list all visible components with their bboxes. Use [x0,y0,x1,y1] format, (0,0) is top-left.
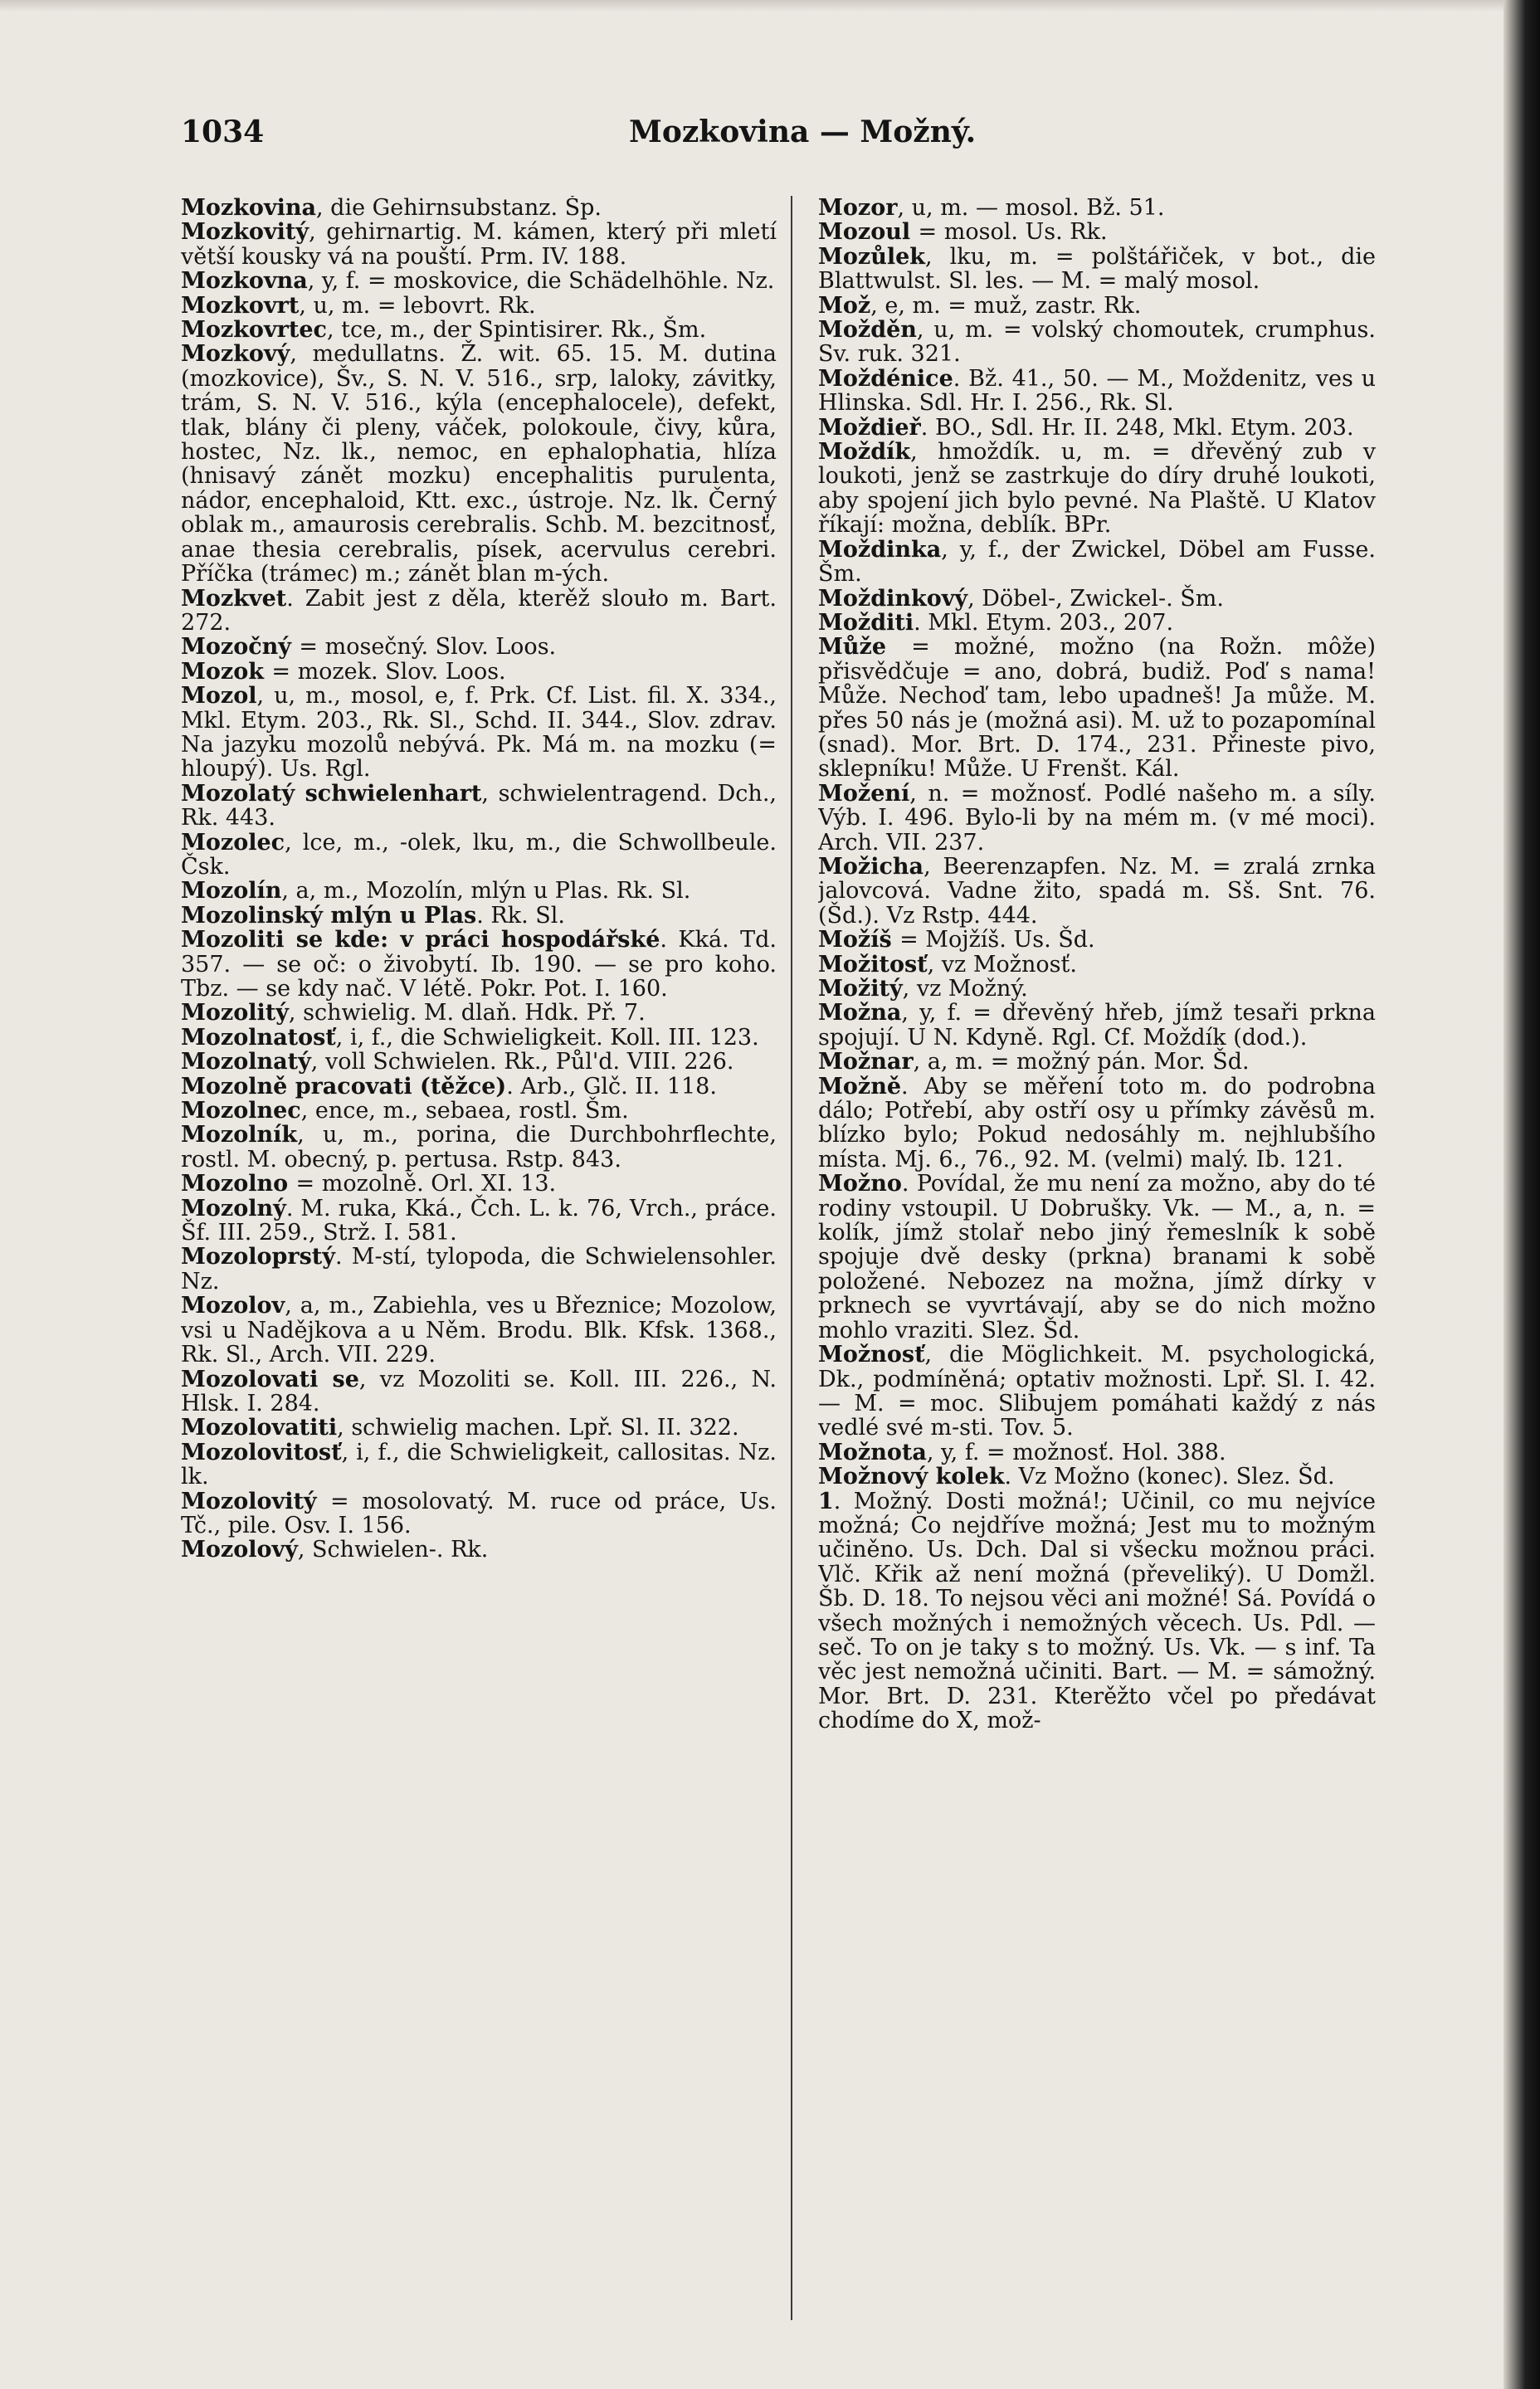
headword: Mozkovina [181,196,317,221]
dictionary-entry: Mozolín, a, m., Mozolín, mlýn u Plas. Rk. Sl. [181,878,691,904]
headword: Mozolov [181,1293,285,1319]
dictionary-entry: Mozolovitý = mosolovatý. M. ruce od práce, Us. Tč., pile. Osv. I. 156. [181,1488,777,1538]
dictionary-entry: Možna, y, f. = dřevěný hřeb, jímž tesaři prkna spojují. U N. Kdyně. Rgl. Cf. Moždík (dod.). [818,1000,1376,1051]
headword: Mozolnatý [181,1049,311,1075]
dictionary-entry: Možno. Povídal, že mu není za možno, aby do té rodiny vstoupil. U Dobrušky. Vk. — M., a, n. = kolík, jímž stolař nebo jiný řemeslník k sobě spojuje dvě desky (prkna) branami k sobě položené. Nebozez na možna, jímž dírky v prknech se vyvrtávají, aby se do nich možno mohlo vraziti. Slez. Šd. [818,1171,1376,1343]
dictionary-entry: Mozolník, u, m., porina, die Durchbohrflechte, rostl. M. obecný, p. pertusa. Rstp. 843. [181,1122,777,1173]
headword: Moždieř [818,414,921,441]
headword: Možděn [818,317,917,344]
dictionary-entry: Mozoliti se kde: v práci hospodářské. Kká. Td. 357. — se oč: o živobytí. Ib. 190. — se pro koho. Tbz. — se kdy nač. V létě. Pokr. Pot. I. 160. [181,927,777,1002]
headword: Možnar [818,1049,914,1075]
dictionary-entry: Mozkovrtec, tce, m., der Spintisirer. Rk., Šm. [181,317,707,344]
dictionary-entry: Mozolný. M. ruka, Kká., Čch. L. k. 76, Vrch., práce. Šf. III. 259., Strž. I. 581. [181,1195,777,1246]
dictionary-entry: 1. Možný. Dosti možná!; Učinil, co mu nejvíce možná; Co nejdříve možná; Jest mu to možným učiněno. Us. Dch. Dal si všecku možnou práci. Vlč. Křik až není možná (převeliký). U Domžl. Šb. D. 18. To nejsou věci ani možné! Sá. Povídá o všech možných i nemožných věcech. Us. Pdl. — seč. To on je taky s to možný. Us. Vk. — s inf. Ta věc jest nemožná učiniti. Bart. — M. = sámožný. Mor. Brt. D. 231. Kterěžto včel po předávat chodíme do X, mož- [818,1488,1376,1734]
headword: Možno [818,1171,902,1197]
dictionary-entry: Mozolovatiti, schwielig machen. Lpř. Sl. II. 322. [181,1415,739,1441]
headword: Mozolnatosť [181,1024,336,1051]
dictionary-entry: Mozolitý, schwielig. M. dlaň. Hdk. Př. 7. [181,1000,646,1026]
dictionary-entry: Moždinka, y, f., der Zwickel, Döbel am Fusse. Šm. [818,536,1376,587]
headword: Mozolnec [181,1098,301,1124]
dictionary-entry: Mozůlek, lku, m. = polštářiček, v bot., die Blattwulst. Sl. les. — M. = malý mosol. [818,243,1376,295]
headword: Mozolno [181,1171,296,1197]
headword: Mozolín [181,878,282,904]
dictionary-entry: Mozolov, a, m., Zabiehla, ves u Březnice; Mozolow, vsi u Nadějkova a u Něm. Brodu. Blk. Kfsk. 1368., Rk. Sl., Arch. VII. 229. [181,1293,777,1368]
headword: Mozkovrtec [181,317,327,344]
headword: Mozolatý schwielenhart [181,780,482,807]
dictionary-entry: Možnar, a, m. = možný pán. Mor. Šd. [818,1049,1250,1075]
dictionary-entry: Mozkvet. Zabit jest z děla, kterěž slouło m. Bart. 272. [181,585,777,636]
headword: Možna [818,1000,902,1026]
dictionary-entry: Mozolovati se, vz Mozoliti se. Koll. III. 226., N. Hlsk. I. 284. [181,1366,777,1416]
dictionary-entry: Mozolový, Schwielen-. Rk. [181,1537,489,1563]
headword: Možně [818,1073,902,1099]
headword: Mozolový [181,1537,298,1563]
headword: Mozolník [181,1122,298,1148]
headword: Může [818,634,912,661]
headword: Možitosť [818,951,928,978]
headword: Možicha [818,853,924,880]
headword: Mozkvet [181,585,287,612]
dictionary-entry: Mož, e, m. = muž, zastr. Rk. [818,292,1142,319]
headword: Mozolovitý [181,1488,331,1514]
dictionary-entry: Mozolinský mlýn u Plas. Rk. Sl. [181,902,565,929]
headword: Moždík [818,439,911,466]
headword: Mozkovrt [181,292,300,319]
headword: Mozoloprstý [181,1244,335,1270]
dictionary-entry: Mozolnatosť, i, f., die Schwieligkeit. Koll. III. 123. [181,1024,759,1051]
headword: Mož [818,292,871,319]
dictionary-entry: Může = možné, možno (na Rožn. môže) přisvědčuje = ano, dobrá, budiž. Poď s nama! Může. Nechoď tam, lebo upadneš! Ja může. M. přes 50 nás je (možná asi). M. už to pozapomínal (snad). Mor. Brt. D. 174., 231. Přineste pivo, sklepníku! Může. U Frenšt. Kál. [818,634,1376,783]
dictionary-entry: Možditi. Mkl. Etym. 203., 207. [818,609,1174,636]
dictionary-entry: Možnový kolek. Vz Možno (konec). Slez. Šd. [818,1464,1335,1490]
headword: Moždinka [818,536,942,563]
dictionary-entry: Mozkovrt, u, m. = lebovrt. Rk. [181,292,536,319]
headword: Možnota [818,1439,927,1465]
page-binding-edge [1503,0,1540,2389]
dictionary-entry: Mozolně pracovati (těžce). Arb., Glč. II. 118. [181,1073,717,1099]
dictionary-entry: Možíš = Mojžíš. Us. Šd. [818,927,1095,953]
dictionary-entry: Mozolec, lce, m., -olek, lku, m., die Schwollbeule. Čsk. [181,829,777,880]
headword: Mozolinský mlýn u Plas [181,902,477,929]
dictionary-entry: Možděn, u, m. = volský chomoutek, crumphus. Sv. ruk. 321. [818,317,1376,368]
headword: Možnosť [818,1342,925,1368]
headword: Mozok [181,658,272,685]
dictionary-entry: Moždénice. Bž. 41., 50. — M., Moždenitz, ves u Hlinska. Sdl. Hr. I. 256., Rk. Sl. [818,365,1376,417]
headword: Možitý [818,976,903,1002]
dictionary-entry: Mozok = mozek. Slov. Loos. [181,658,506,685]
headword: 1 [818,1488,834,1514]
dictionary-entry: Mozkovina, die Gehirnsubstanz. Šp. [181,196,602,221]
dictionary-entry: Možitý, vz Možný. [818,976,1028,1002]
page-top-edge [0,0,1540,12]
headword: Mozoul [818,219,919,246]
headword: Možditi [818,609,914,636]
page-number: 1034 [181,115,265,149]
headword: Mozor [818,196,898,221]
headword: Mozočný [181,634,300,661]
running-head: Mozkovina — Možný. [629,115,977,149]
headword: Mozolitý [181,1000,289,1026]
dictionary-entry: Mozolnatý, voll Schwielen. Rk., Půl'd. VIII. 226. [181,1049,734,1075]
dictionary-entry: Moždík, hmoždík. u, m. = dřevěný zub v loukoti, jenž se zastrkuje do díry druhé loukoti, aby spojení jich bylo pevné. Na Plaště. U Klatov říkají: možna, deblík. BPr. [818,439,1376,539]
dictionary-entry: Mozoul = mosol. Us. Rk. [818,219,1108,246]
headword: Moždénice [818,365,953,392]
headword: Mozkovitý [181,219,309,246]
dictionary-entry: Mozkovna, y, f. = moskovice, die Schädelhöhle. Nz. [181,268,775,295]
dictionary-entry: Možně. Aby se měření toto m. do podrobna dálo; Potřebí, aby ostří osy u přímky závěsů m. blízko bylo; Pokud nedosáhly m. nejhlubšího místa. Mj. 6., 76., 92. M. (velmi) malý. Ib. 121. [818,1073,1376,1173]
dictionary-entry: Mozkový, medullatns. Ž. wit. 65. 15. M. dutina (mozkovice), Šv., S. N. V. 516., srp, laloky, závitky, trám, S. N. V. 516., kýla (encephalocele), defekt, tlak, blány či pleny, váček, polokoule, čivy, kůra, hostec, Nz. lk., nemoc, en ephalophatia, hlíza (hnisavý zánět mozku) encephalitis purulenta, nádor, encephaloid, Ktt. exc., ústroje. Nz. lk. Černý oblak m., amaurosis cerebralis. Schb. M. bezcitnosť, anae thesia cerebralis, písek, acervulus cerebri. Příčka (trámec) m.; zánět blan m-ých. [181,341,777,587]
headword: Mozoliti se kde: v práci hospodářské [181,927,660,953]
page-header [181,115,1425,156]
dictionary-entry: Mozočný = mosečný. Slov. Loos. [181,634,557,661]
headword: Možnový kolek [818,1464,1005,1490]
dictionary-entry: Mozor, u, m. — mosol. Bž. 51. [818,196,1165,221]
dictionary-entry: Možnota, y, f. = možnosť. Hol. 388. [818,1439,1226,1465]
headword: Mozůlek [818,243,926,270]
dictionary-entry: Možení, n. = možnosť. Podlé našeho m. a síly. Výb. I. 496. Bylo-li by na mém m. (v mé moci). Arch. VII. 237. [818,780,1376,856]
headword: Možení [818,780,910,807]
headword: Moždinkový [818,585,968,612]
dictionary-entry: Mozolatý schwielenhart, schwielentragend. Dch., Rk. 443. [181,780,777,831]
dictionary-entry: Možnosť, die Möglichkeit. M. psychologická, Dk., podmíněná; optativ možnosti. Lpř. Sl. I. 42. — M. = moc. Slibujem pomáhati každý z nás vedlé své m-sti. Tov. 5. [818,1342,1376,1441]
headword: Mozol [181,683,257,709]
headword: Mozolovatiti [181,1415,338,1441]
dictionary-entry: Moždieř. BO., Sdl. Hr. II. 248, Mkl. Etym. 203. [818,414,1354,441]
headword: Mozkovna [181,268,308,295]
left-column [181,196,777,2353]
dictionary-entry: Mozoloprstý. M-stí, tylopoda, die Schwielensohler. Nz. [181,1244,777,1294]
dictionary-entry: Mozolovitosť, i, f., die Schwieligkeit, callositas. Nz. lk. [181,1439,777,1490]
dictionary-entry: Mozolnec, ence, m., sebaea, rostl. Šm. [181,1098,629,1124]
dictionary-entry: Mozol, u, m., mosol, e, f. Prk. Cf. List. fil. X. 334., Mkl. Etym. 203., Rk. Sl., Schd. II. 344., Slov. zdrav. Na jazyku mozolů nebývá. Pk. Má m. na mozku (= hloupý). Us. Rgl. [181,683,777,783]
dictionary-entry: Mozolno = mozolně. Orl. XI. 13. [181,1171,557,1197]
headword: Možíš [818,927,900,953]
dictionary-entry: Mozkovitý, gehirnartig. M. kámen, který při mletí větší kousky vá na pouští. Prm. IV. 188. [181,219,777,270]
headword: Mozolec [181,829,285,856]
headword: Mozolně pracovati (těžce) [181,1073,507,1099]
dictionary-entry: Moždinkový, Döbel-, Zwickel-. Šm. [818,585,1224,612]
dictionary-entry: Možicha, Beerenzapfen. Nz. M. = zralá zrnka jalovcová. Vadne žito, spadá m. Sš. Snt. 76. (Šd.). Vz Rstp. 444. [818,853,1376,929]
dictionary-entry: Možitosť, vz Možnosť. [818,951,1077,978]
headword: Mozkový [181,341,290,368]
headword: Mozolný [181,1195,286,1221]
right-column [818,196,1376,2353]
column-divider [791,196,792,2320]
headword: Mozolovati se [181,1366,359,1392]
headword: Mozolovitosť [181,1439,342,1465]
